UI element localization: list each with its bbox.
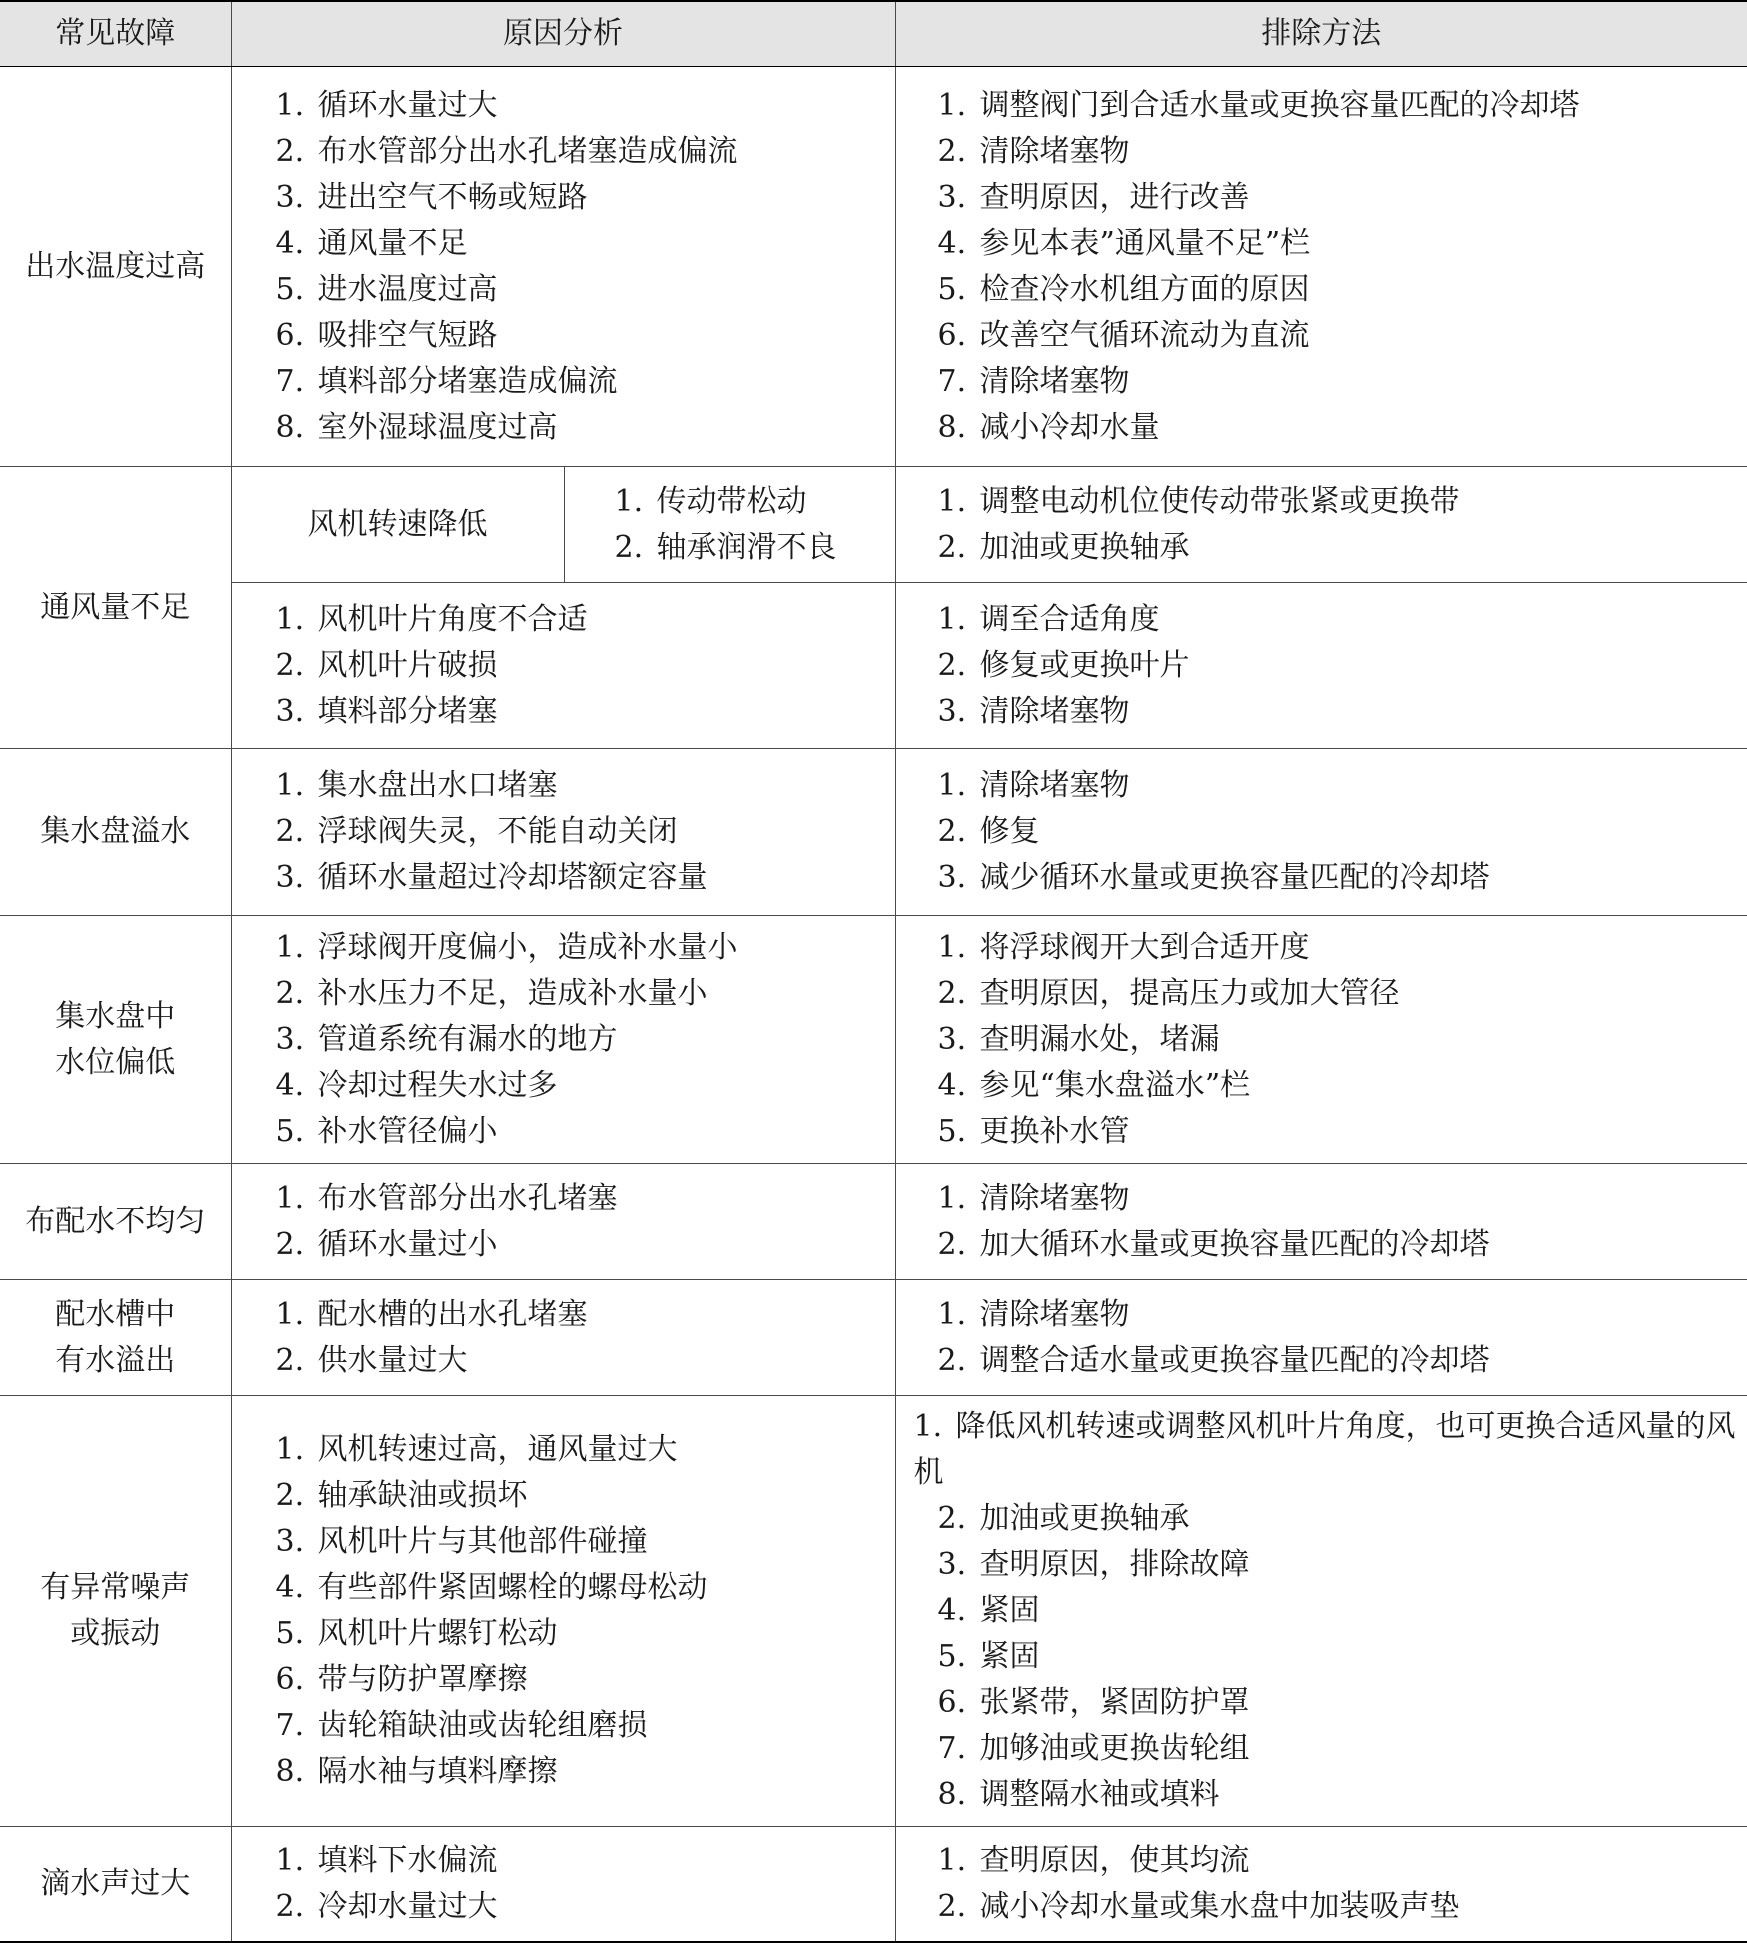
list-item: 5. 更换补水管 <box>938 1109 1747 1155</box>
fault-cell: 通风量不足 <box>0 467 231 749</box>
list-item: 2. 补水压力不足，造成补水量小 <box>276 971 895 1017</box>
list-item: 3. 查明原因，排除故障 <box>938 1542 1747 1588</box>
list-item: 1. 查明原因，使其均流 <box>938 1838 1747 1884</box>
cause-cell <box>231 1396 895 1827</box>
remedy-cell <box>895 1396 1747 1827</box>
list-item: 1. 调整电动机位使传动带张紧或更换带 <box>938 479 1747 525</box>
list-item: 2. 冷却水量过大 <box>276 1884 895 1930</box>
remedy-list <box>896 1176 1747 1268</box>
header-row <box>0 1 1747 67</box>
list-item: 3. 清除堵塞物 <box>938 689 1747 735</box>
list-item: 7. 清除堵塞物 <box>938 359 1747 405</box>
list-item: 2. 修复或更换叶片 <box>938 643 1747 689</box>
remedy-list <box>896 763 1747 901</box>
list-item: 2. 轴承润滑不良 <box>615 525 895 571</box>
fault-cell: 滴水声过大 <box>0 1827 231 1942</box>
cause-cell <box>231 1827 895 1942</box>
remedy-list <box>896 597 1747 735</box>
table-row <box>0 1164 1747 1280</box>
table-row <box>0 1280 1747 1396</box>
list-item: 1. 传动带松动 <box>615 479 895 525</box>
list-item: 1. 调至合适角度 <box>938 597 1747 643</box>
cause-list <box>232 597 895 735</box>
list-item: 8. 调整隔水袖或填料 <box>938 1772 1747 1818</box>
remedy-list <box>896 1292 1747 1384</box>
list-item: 5. 补水管径偏小 <box>276 1109 895 1155</box>
list-item: 1. 布水管部分出水孔堵塞 <box>276 1176 895 1222</box>
fault-cell: 集水盘中 水位偏低 <box>0 916 231 1164</box>
cause-cell <box>231 1164 895 1280</box>
header-remedy: 排除方法 <box>895 1 1747 67</box>
fault-cell: 配水槽中 有水溢出 <box>0 1280 231 1396</box>
sub-cause-label-cell: 风机转速降低 <box>231 467 564 583</box>
cause-cell <box>231 916 895 1164</box>
cause-list <box>232 1292 895 1384</box>
list-item: 1. 将浮球阀开大到合适开度 <box>938 925 1747 971</box>
list-item: 7. 填料部分堵塞造成偏流 <box>276 359 895 405</box>
list-item: 1. 清除堵塞物 <box>938 1176 1747 1222</box>
list-item: 2. 加油或更换轴承 <box>938 1496 1747 1542</box>
list-item: 2. 风机叶片破损 <box>276 643 895 689</box>
table-row <box>0 67 1747 467</box>
list-item: 6. 改善空气循环流动为直流 <box>938 313 1747 359</box>
list-item: 2. 浮球阀失灵，不能自动关闭 <box>276 809 895 855</box>
list-item: 1. 集水盘出水口堵塞 <box>276 763 895 809</box>
header-cause: 原因分析 <box>231 1 895 67</box>
list-item: 1. 循环水量过大 <box>276 83 895 129</box>
remedy-cell <box>895 1164 1747 1280</box>
remedy-cell <box>895 749 1747 916</box>
list-item: 4. 冷却过程失水过多 <box>276 1063 895 1109</box>
list-item: 2. 调整合适水量或更换容量匹配的冷却塔 <box>938 1338 1747 1384</box>
table-row <box>0 467 1747 583</box>
list-item: 5. 风机叶片螺钉松动 <box>276 1611 895 1657</box>
list-item: 2. 清除堵塞物 <box>938 129 1747 175</box>
list-item: 1. 浮球阀开度偏小，造成补水量小 <box>276 925 895 971</box>
fault-cell: 有异常噪声 或振动 <box>0 1396 231 1827</box>
cause-list <box>232 1838 895 1930</box>
list-item: 2. 轴承缺油或损坏 <box>276 1473 895 1519</box>
list-item: 6. 张紧带，紧固防护罩 <box>938 1680 1747 1726</box>
table-row <box>0 749 1747 916</box>
table-row <box>0 583 1747 749</box>
list-item: 1. 降低风机转速或调整风机叶片角度，也可更换合适风量的风机 <box>896 1404 1747 1496</box>
table-row <box>0 916 1747 1164</box>
table-row <box>0 1827 1747 1942</box>
remedy-cell <box>895 916 1747 1164</box>
list-item: 7. 加够油或更换齿轮组 <box>938 1726 1747 1772</box>
remedy-cell <box>895 1280 1747 1396</box>
list-item: 8. 隔水袖与填料摩擦 <box>276 1749 895 1795</box>
remedy-cell <box>895 583 1747 749</box>
list-item: 5. 检查冷水机组方面的原因 <box>938 267 1747 313</box>
list-item: 3. 查明原因，进行改善 <box>938 175 1747 221</box>
list-item: 4. 通风量不足 <box>276 221 895 267</box>
remedy-list <box>896 1838 1747 1930</box>
list-item: 4. 有些部件紧固螺栓的螺母松动 <box>276 1565 895 1611</box>
cause-list <box>232 83 895 451</box>
sub-remedy-cell <box>895 467 1747 583</box>
list-item: 2. 加油或更换轴承 <box>938 525 1747 571</box>
cause-list <box>232 925 895 1155</box>
header-fault: 常见故障 <box>0 1 231 67</box>
cause-cell <box>231 67 895 467</box>
list-item: 2. 布水管部分出水孔堵塞造成偏流 <box>276 129 895 175</box>
list-item: 1. 调整阀门到合适水量或更换容量匹配的冷却塔 <box>938 83 1747 129</box>
sub-cause-list <box>565 479 895 571</box>
list-item: 8. 室外湿球温度过高 <box>276 405 895 451</box>
list-item: 4. 紧固 <box>938 1588 1747 1634</box>
list-item: 2. 减小冷却水量或集水盘中加装吸声垫 <box>938 1884 1747 1930</box>
list-item: 2. 查明原因，提高压力或加大管径 <box>938 971 1747 1017</box>
list-item: 2. 修复 <box>938 809 1747 855</box>
cause-cell <box>231 583 895 749</box>
remedy-list <box>896 83 1747 451</box>
list-item: 3. 减少循环水量或更换容量匹配的冷却塔 <box>938 855 1747 901</box>
list-item: 3. 进出空气不畅或短路 <box>276 175 895 221</box>
list-item: 7. 齿轮箱缺油或齿轮组磨损 <box>276 1703 895 1749</box>
list-item: 5. 紧固 <box>938 1634 1747 1680</box>
list-item: 1. 风机转速过高，通风量过大 <box>276 1427 895 1473</box>
list-item: 1. 填料下水偏流 <box>276 1838 895 1884</box>
sub-cause-cell <box>564 467 895 583</box>
list-item: 3. 风机叶片与其他部件碰撞 <box>276 1519 895 1565</box>
list-item: 6. 吸排空气短路 <box>276 313 895 359</box>
list-item: 4. 参见“集水盘溢水”栏 <box>938 1063 1747 1109</box>
list-item: 5. 进水温度过高 <box>276 267 895 313</box>
list-item: 3. 填料部分堵塞 <box>276 689 895 735</box>
fault-cell: 出水温度过高 <box>0 67 231 467</box>
remedy-cell <box>895 1827 1747 1942</box>
list-item: 3. 管道系统有漏水的地方 <box>276 1017 895 1063</box>
list-item: 1. 配水槽的出水孔堵塞 <box>276 1292 895 1338</box>
cause-list <box>232 1427 895 1795</box>
list-item: 6. 带与防护罩摩擦 <box>276 1657 895 1703</box>
list-item: 4. 参见本表”通风量不足”栏 <box>938 221 1747 267</box>
list-item: 8. 减小冷却水量 <box>938 405 1747 451</box>
table-row <box>0 1396 1747 1827</box>
list-item: 1. 清除堵塞物 <box>938 763 1747 809</box>
cause-cell <box>231 1280 895 1396</box>
remedy-list <box>896 925 1747 1155</box>
list-item: 2. 循环水量过小 <box>276 1222 895 1268</box>
fault-cell: 布配水不均匀 <box>0 1164 231 1280</box>
remedy-cell <box>895 67 1747 467</box>
remedy-list <box>896 1496 1747 1818</box>
cause-list <box>232 763 895 901</box>
list-item: 1. 清除堵塞物 <box>938 1292 1747 1338</box>
sub-remedy-list <box>896 479 1747 571</box>
list-item: 1. 风机叶片角度不合适 <box>276 597 895 643</box>
list-item: 2. 供水量过大 <box>276 1338 895 1384</box>
list-item: 2. 加大循环水量或更换容量匹配的冷却塔 <box>938 1222 1747 1268</box>
fault-cell: 集水盘溢水 <box>0 749 231 916</box>
cause-cell <box>231 749 895 916</box>
list-item: 3. 查明漏水处，堵漏 <box>938 1017 1747 1063</box>
cause-list <box>232 1176 895 1268</box>
list-item: 3. 循环水量超过冷却塔额定容量 <box>276 855 895 901</box>
